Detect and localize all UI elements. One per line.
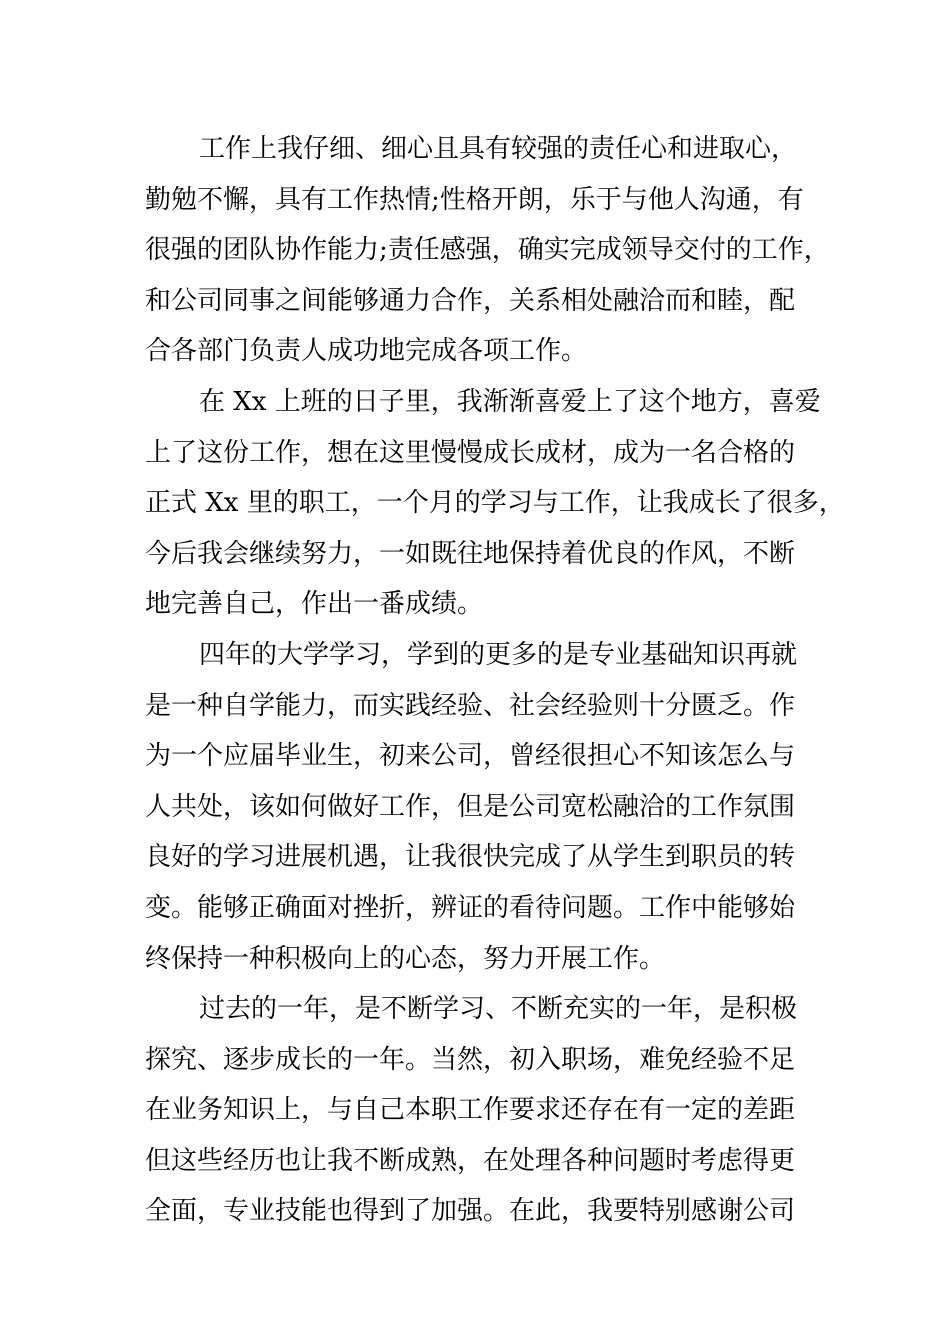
text-line: 是一种自学能力，而实践经验、社会经验则十分匮乏。作 [145, 690, 796, 721]
text-line: 在业务知识上，与自己本职工作要求还存在有一定的差距 [145, 1095, 796, 1126]
text-line: 地完善自己，作出一番成绩。 [145, 589, 484, 620]
text-line: 很强的团队协作能力;责任感强，确实完成领导交付的工作， [145, 235, 830, 266]
text-line: 为一个应届毕业生，初来公司，曾经很担心不知该怎么与 [145, 741, 796, 772]
text-line: 和公司同事之间能够通力合作，关系相处融洽而和睦，配 [145, 285, 796, 316]
text-line: 良好的学习进展机遇，让我很快完成了从学生到职员的转 [145, 842, 796, 873]
text-line: 但这些经历也让我不断成熟，在处理各种问题时考虑得更 [145, 1145, 796, 1176]
paragraph-2 [145, 377, 845, 630]
text-line: 四年的大学学习，学到的更多的是专业基础知识再就 [199, 639, 798, 670]
text-line: 工作上我仔细、细心且具有较强的责任心和进取心， [199, 134, 798, 164]
paragraph-4 [145, 984, 835, 1237]
text-line: 人共处，该如何做好工作，但是公司宽松融洽的工作氛围 [145, 791, 796, 822]
text-line: 过去的一年，是不断学习、不断充实的一年，是积极 [199, 994, 798, 1025]
text-line: 合各部门负责人成功地完成各项工作。 [145, 336, 588, 367]
text-line: 上了这份工作，想在这里慢慢成长成材，成为一名合格的 [145, 437, 796, 468]
text-line: 终保持一种积极向上的心态，努力开展工作。 [145, 943, 666, 974]
text-line: 正式 Xx 里的职工，一个月的学习与工作，让我成长了很多， [145, 488, 845, 519]
text-line: 全面，专业技能也得到了加强。在此，我要特别感谢公司 [145, 1196, 796, 1227]
text-line: 今后我会继续努力，一如既往地保持着优良的作风，不断 [145, 538, 796, 569]
document-body [145, 124, 845, 1237]
text-line: 变。能够正确面对挫折，辨证的看待问题。工作中能够始 [145, 892, 796, 923]
paragraph-3 [145, 630, 835, 984]
text-line: 在 Xx 上班的日子里，我渐渐喜爱上了这个地方，喜爱 [199, 386, 821, 417]
text-line: 探究、逐步成长的一年。当然，初入职场，难免经验不足 [145, 1044, 796, 1075]
paragraph-1 [145, 124, 835, 377]
text-line: 勤勉不懈，具有工作热情;性格开朗，乐于与他人沟通，有 [145, 184, 804, 215]
